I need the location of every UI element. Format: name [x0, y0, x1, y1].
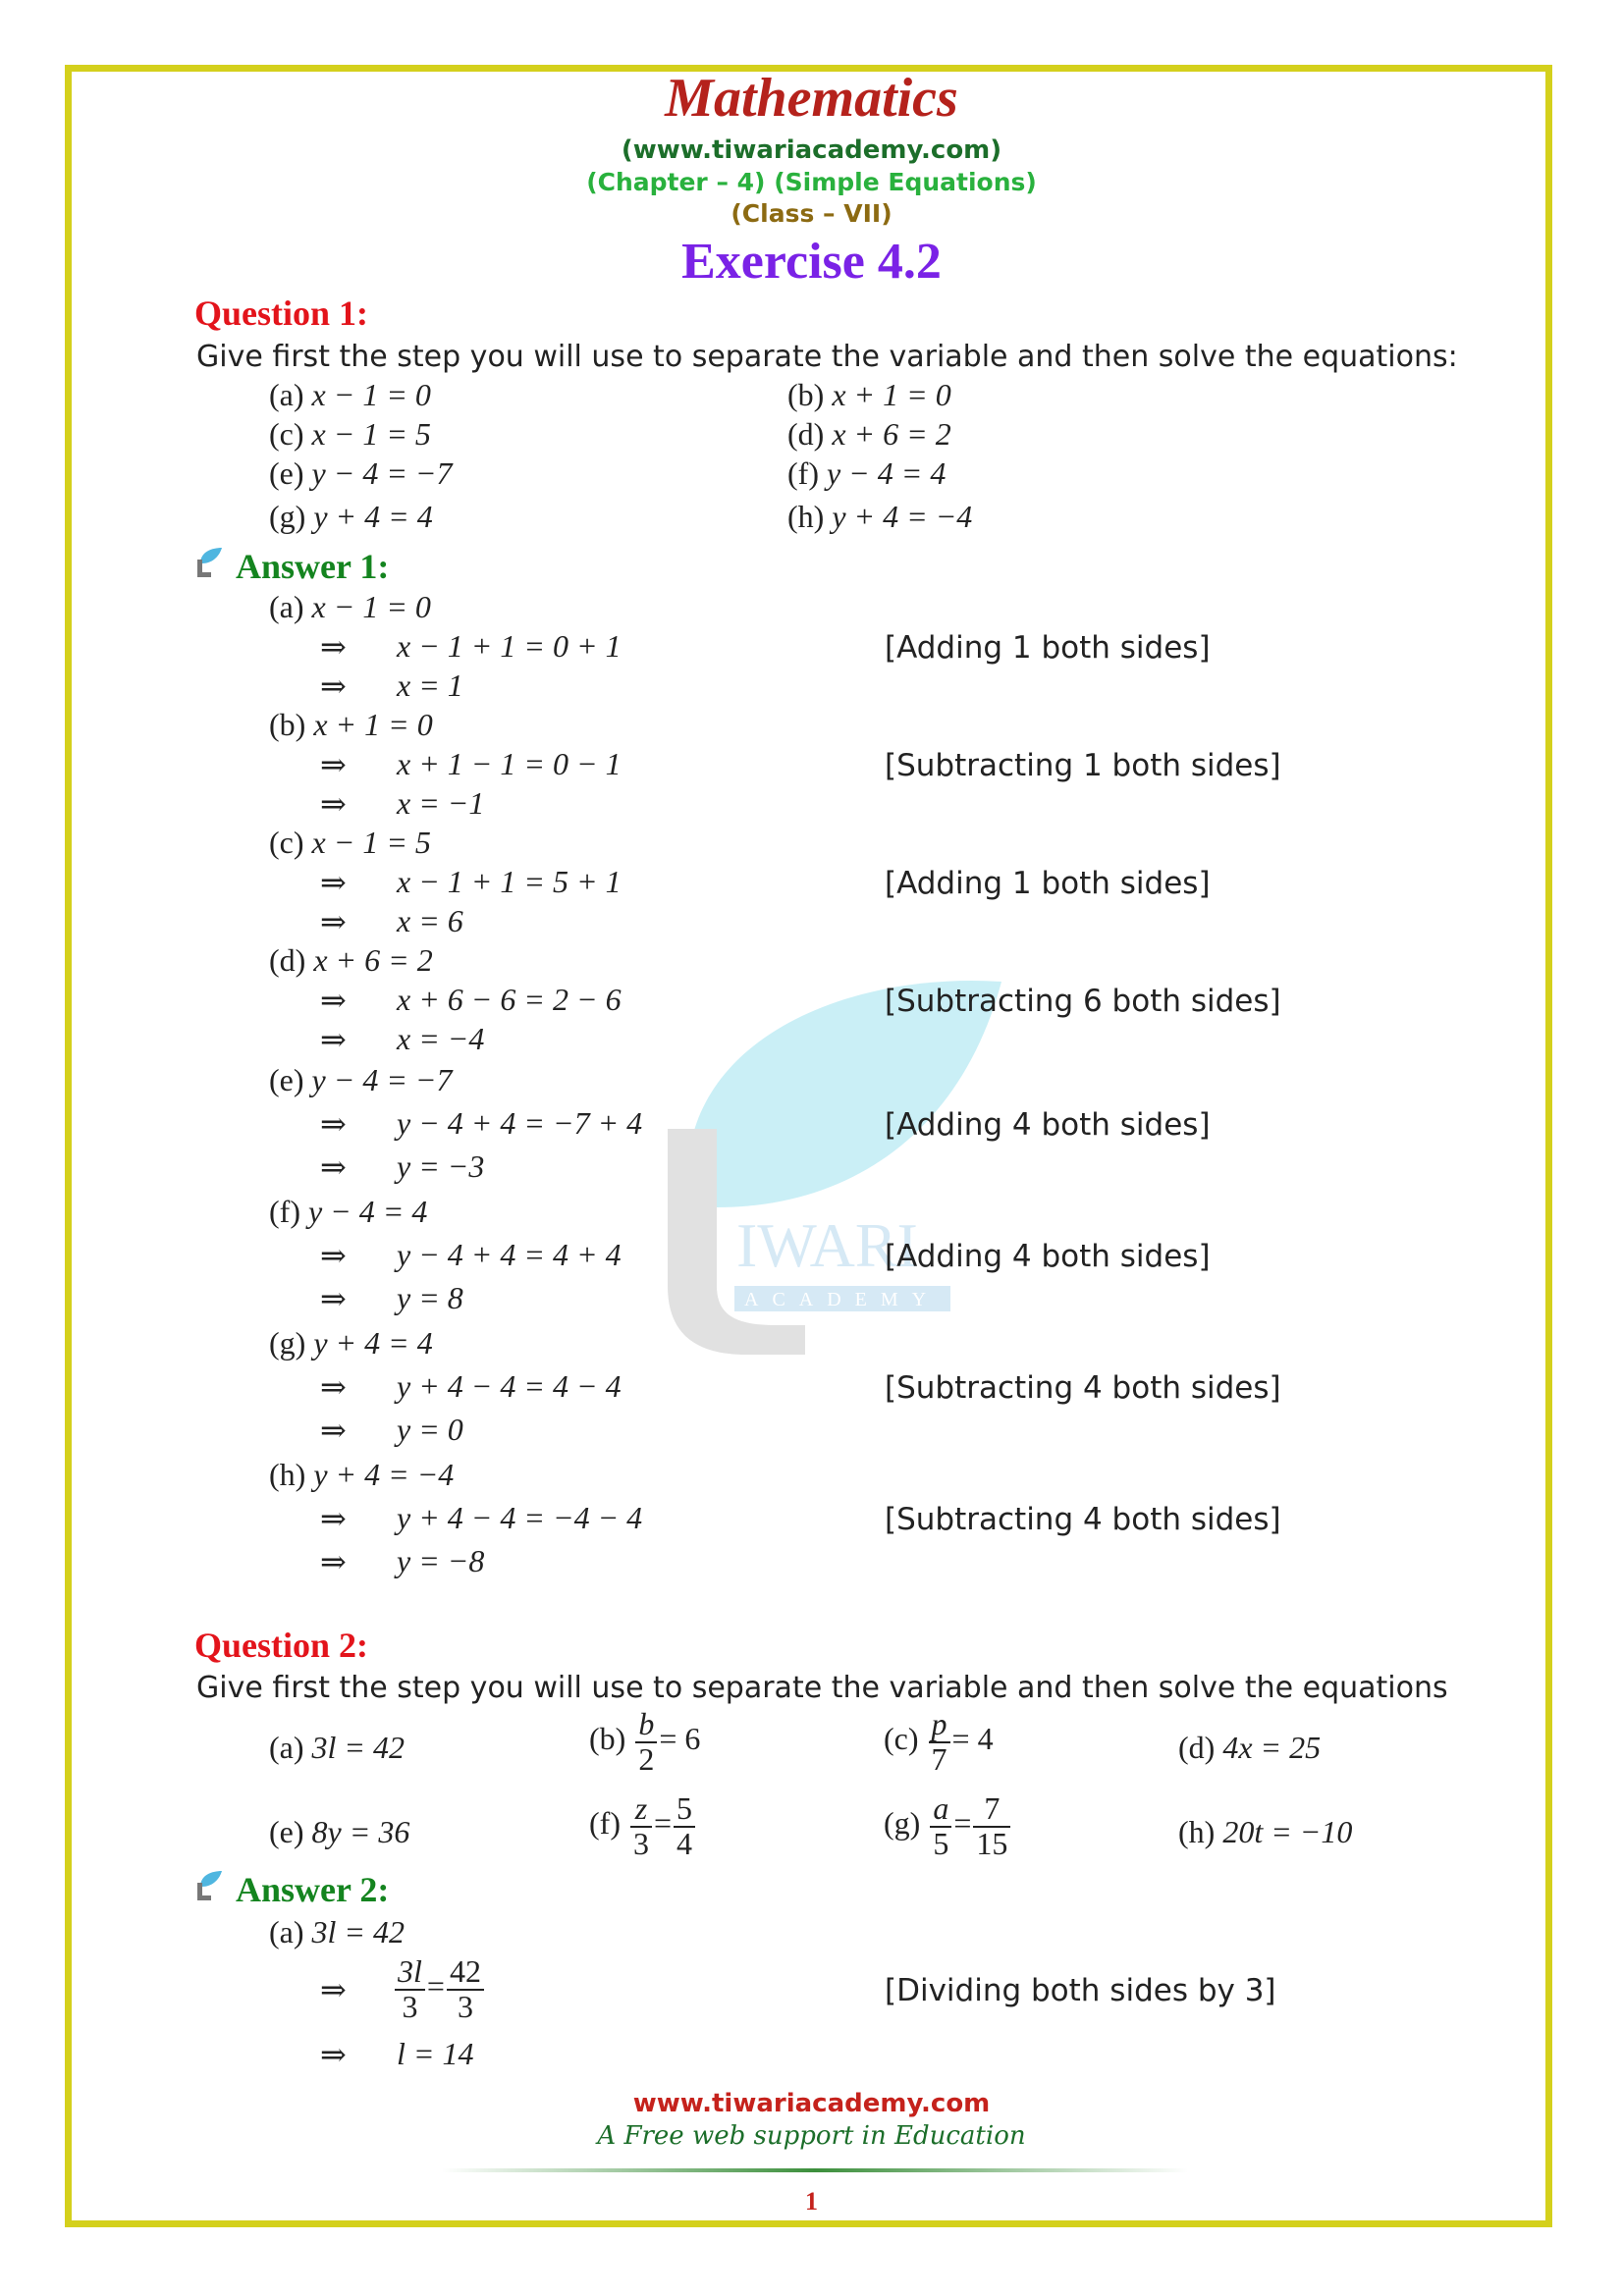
a1-step-a: x − 1 + 1 = 0 + 1	[397, 628, 622, 664]
q2-part-h: (h) 20t = −10	[1178, 1814, 1353, 1849]
a2-step: $\frac{3l}{3}$ = $\frac{42}{3}$	[393, 1955, 486, 2023]
answer-1-heading: Answer 1:	[236, 547, 390, 586]
a1-step-g: y + 4 − 4 = 4 − 4	[397, 1368, 622, 1404]
q2-part-b: (b) $\frac{b}{2}$ = 6	[589, 1706, 701, 1777]
tiwari-logo-icon	[194, 546, 224, 579]
a2-part-a: (a) 3l = 42	[269, 1914, 405, 1949]
a1-arrow: ⇒	[320, 904, 347, 939]
a1-arrow: ⇒	[320, 629, 347, 665]
question-2-heading: Question 2:	[194, 1626, 369, 1665]
a2-result: l = 14	[397, 2036, 474, 2071]
q1-part-b: (b) x + 1 = 0	[787, 377, 951, 412]
a1-result-a: x = 1	[397, 667, 463, 703]
a2-reason: [Dividing both sides by 3]	[885, 1973, 1276, 2008]
a1-reason-g: [Subtracting 4 both sides]	[885, 1370, 1281, 1406]
page-title: Mathematics	[665, 68, 958, 129]
header-chapter: (Chapter – 4) (Simple Equations)	[586, 168, 1037, 196]
a1-arrow: ⇒	[320, 1281, 347, 1316]
a1-result-c: x = 6	[397, 903, 463, 938]
question-1-heading: Question 1:	[194, 294, 369, 333]
page-number: 1	[805, 2187, 818, 2216]
watermark-main: IWARI	[736, 1210, 918, 1280]
a1-arrow: ⇒	[320, 983, 347, 1018]
a1-part-b: (b) x + 1 = 0	[269, 707, 433, 742]
q2-part-e: (e) 8y = 36	[269, 1814, 410, 1849]
q1-part-a: (a) x − 1 = 0	[269, 377, 431, 412]
a2-arrow-1: ⇒	[320, 1972, 347, 2007]
a1-arrow: ⇒	[320, 1149, 347, 1185]
a1-result-d: x = −4	[397, 1021, 485, 1056]
a1-step-c: x − 1 + 1 = 5 + 1	[397, 864, 622, 899]
a1-reason-e: [Adding 4 both sides]	[885, 1107, 1211, 1143]
header-site: (www.tiwariacademy.com)	[621, 135, 1002, 165]
q2-part-f: (f) $\frac{z}{3}$ = $\frac{5}{4}$	[589, 1792, 697, 1860]
a1-reason-f: [Adding 4 both sides]	[885, 1239, 1211, 1274]
question-1-prompt: Give first the step you will use to separate the variable and then solve the equations:	[196, 340, 1458, 374]
tiwari-logo-icon	[194, 1869, 224, 1902]
q2-part-c: (c) $\frac{p}{7}$ = 4	[884, 1706, 994, 1777]
a1-arrow: ⇒	[320, 1022, 347, 1057]
a1-result-b: x = −1	[397, 785, 485, 821]
question-2-prompt: Give first the step you will use to separate the variable and then solve the equations	[196, 1671, 1448, 1705]
q1-part-g: (g) y + 4 = 4	[269, 499, 433, 534]
a1-result-e: y = −3	[397, 1148, 485, 1184]
q2-part-a: (a) 3l = 42	[269, 1730, 405, 1765]
header-class: (Class – VII)	[730, 199, 893, 228]
a1-result-f: y = 8	[397, 1280, 463, 1315]
footer-tagline: A Free web support in Education	[597, 2121, 1026, 2151]
a1-arrow: ⇒	[320, 747, 347, 782]
a1-arrow: ⇒	[320, 865, 347, 900]
watermark-sub: ACADEMY	[744, 1289, 941, 1310]
a1-arrow: ⇒	[320, 1369, 347, 1405]
a1-step-d: x + 6 − 6 = 2 − 6	[397, 982, 622, 1017]
a1-reason-h: [Subtracting 4 both sides]	[885, 1502, 1281, 1537]
a1-step-b: x + 1 − 1 = 0 − 1	[397, 746, 622, 781]
a1-reason-d: [Subtracting 6 both sides]	[885, 984, 1281, 1019]
footer-site-link[interactable]: www.tiwariacademy.com	[632, 2089, 991, 2118]
a1-reason-b: [Subtracting 1 both sides]	[885, 748, 1281, 783]
a1-part-f: (f) y − 4 = 4	[269, 1194, 428, 1229]
exercise-title: Exercise 4.2	[681, 234, 942, 290]
a1-step-h: y + 4 − 4 = −4 − 4	[397, 1500, 643, 1535]
a1-arrow: ⇒	[320, 1238, 347, 1273]
a1-arrow: ⇒	[320, 1544, 347, 1579]
a2-arrow-2: ⇒	[320, 2037, 347, 2072]
a1-arrow: ⇒	[320, 1413, 347, 1448]
a1-part-g: (g) y + 4 = 4	[269, 1325, 433, 1361]
footer-divider	[442, 2168, 1188, 2172]
a1-arrow: ⇒	[320, 668, 347, 704]
q1-part-h: (h) y + 4 = −4	[787, 499, 973, 534]
q1-part-f: (f) y − 4 = 4	[787, 455, 947, 491]
a1-step-e: y − 4 + 4 = −7 + 4	[397, 1105, 643, 1141]
a1-part-e: (e) y − 4 = −7	[269, 1062, 453, 1097]
answer-2-heading: Answer 2:	[236, 1870, 390, 1909]
a1-arrow: ⇒	[320, 1501, 347, 1536]
a1-part-d: (d) x + 6 = 2	[269, 942, 433, 978]
a1-reason-c: [Adding 1 both sides]	[885, 866, 1211, 901]
tiwari-watermark-logo	[628, 962, 1041, 1374]
q1-part-c: (c) x − 1 = 5	[269, 416, 431, 452]
q1-part-d: (d) x + 6 = 2	[787, 416, 951, 452]
a1-step-f: y − 4 + 4 = 4 + 4	[397, 1237, 622, 1272]
a1-result-h: y = −8	[397, 1543, 485, 1578]
a1-result-g: y = 0	[397, 1412, 463, 1447]
q2-part-g: (g) $\frac{a}{5}$ = $\frac{7}{15}$	[884, 1792, 1012, 1860]
a1-arrow: ⇒	[320, 786, 347, 822]
a1-part-c: (c) x − 1 = 5	[269, 825, 431, 860]
a1-part-a: (a) x − 1 = 0	[269, 589, 431, 624]
a1-part-h: (h) y + 4 = −4	[269, 1457, 455, 1492]
a1-reason-a: [Adding 1 both sides]	[885, 630, 1211, 666]
q1-part-e: (e) y − 4 = −7	[269, 455, 453, 491]
a1-arrow: ⇒	[320, 1106, 347, 1142]
q2-part-d: (d) 4x = 25	[1178, 1730, 1322, 1765]
